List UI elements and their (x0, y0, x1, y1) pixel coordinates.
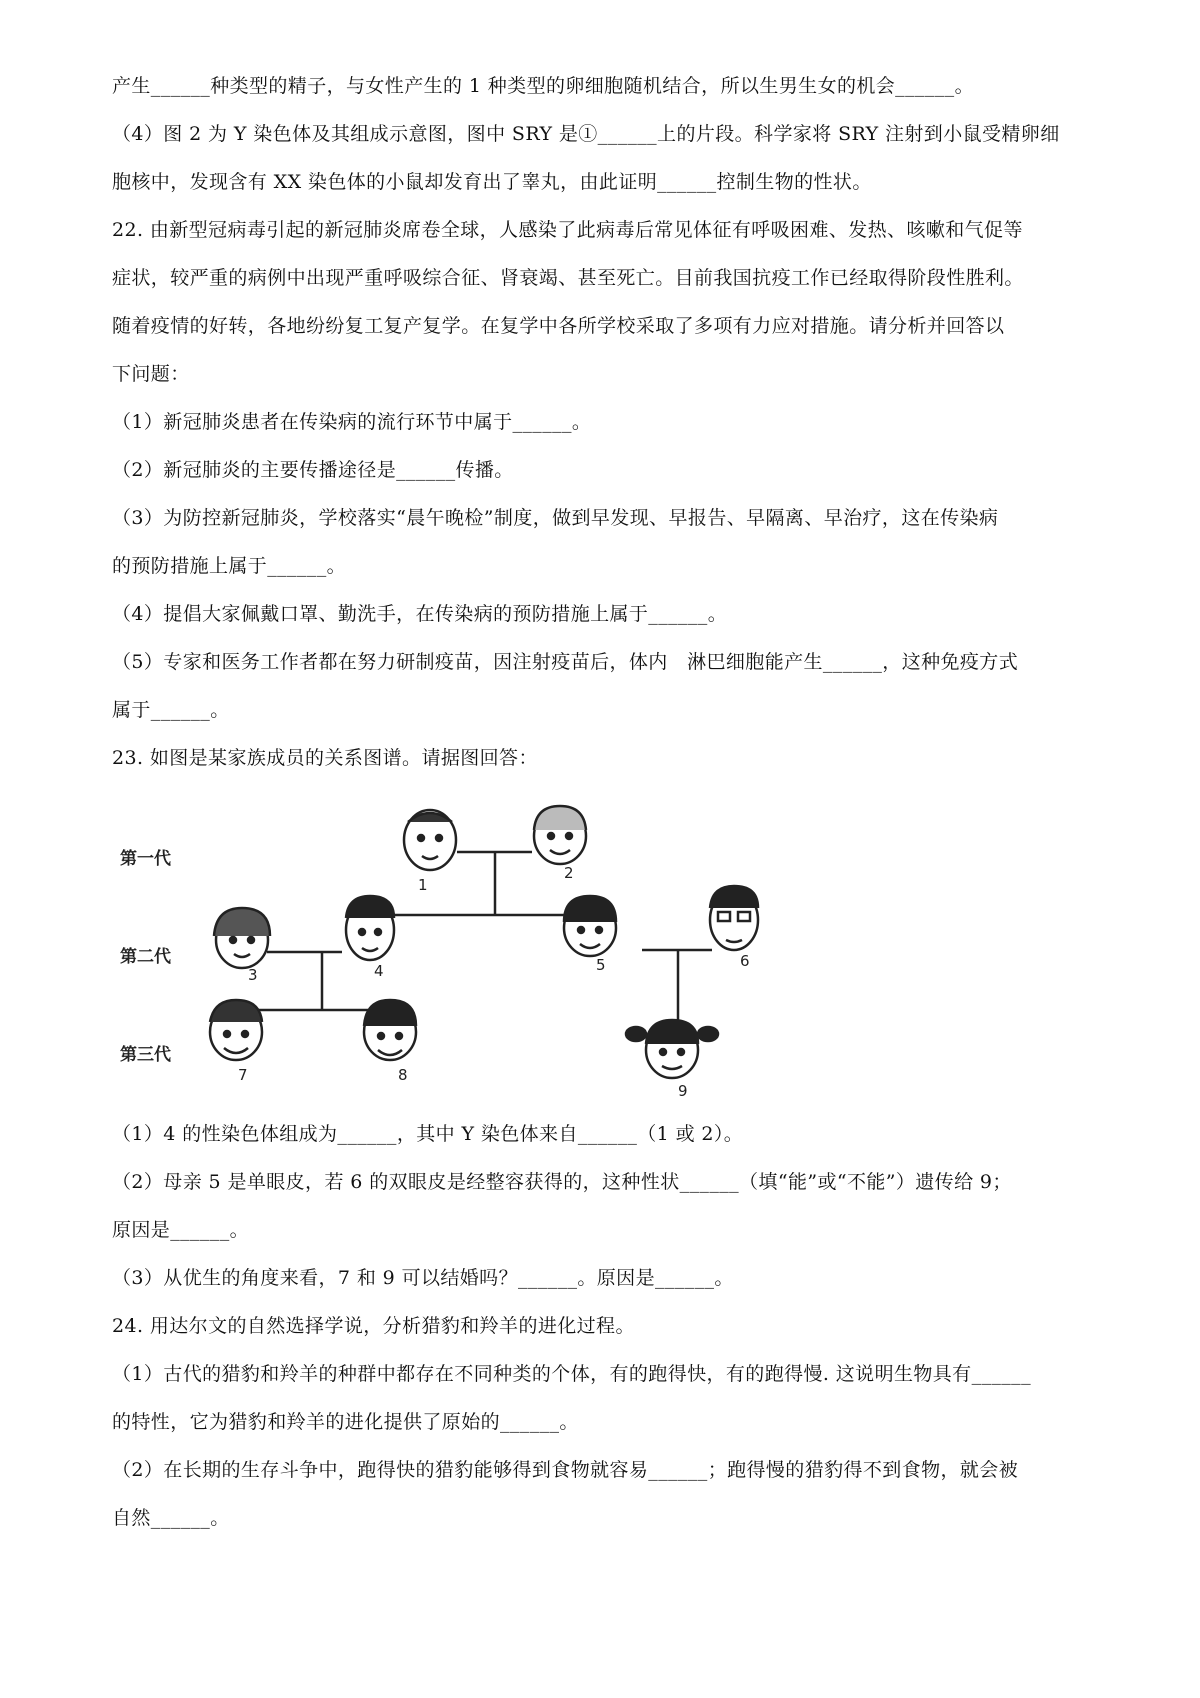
text-line: （5）专家和医务工作者都在努力研制疫苗，因注射疫苗后，体内 淋巴细胞能产生______，这种免疫方式 (112, 651, 1019, 673)
text-line: （2）新冠肺炎的主要传播途径是______传播。 (112, 459, 514, 481)
text-line: 属于______。 (112, 699, 230, 721)
text-line: （3）为防控新冠肺炎，学校落实“晨午晚检”制度，做到早发现、早报告、早隔离、早治疗，这在传染病 (112, 507, 999, 529)
member-face-4 (346, 896, 394, 960)
member-face-5 (564, 896, 616, 956)
text-line: 24. 用达尔文的自然选择学说，分析猎豹和羚羊的进化过程。 (112, 1315, 635, 1337)
text-line: （3）从优生的角度来看，7 和 9 可以结婚吗？______。原因是______。 (112, 1267, 734, 1289)
member-face-9 (626, 1020, 718, 1078)
text-line: （2）母亲 5 是单眼皮，若 6 的双眼皮是经整容获得的，这种性状______（填“能”或“不能”）遗传给 9； (112, 1171, 1012, 1193)
pedigree-diagram (112, 800, 872, 1120)
member-number-9: 9 (678, 1082, 688, 1100)
text-line: 23. 如图是某家族成员的关系图谱。请据图回答： (112, 747, 538, 769)
member-number-5: 5 (596, 956, 606, 974)
member-number-4: 4 (374, 962, 384, 980)
member-face-6 (710, 886, 758, 950)
family-pedigree-figure (112, 800, 872, 1120)
text-line: 自然______。 (112, 1507, 230, 1529)
text-line: 症状，较严重的病例中出现严重呼吸综合征、肾衰竭、甚至死亡。目前我国抗疫工作已经取得阶段性胜利。 (112, 267, 1024, 289)
text-line: 下问题： (112, 363, 190, 385)
member-face-3 (214, 908, 270, 968)
text-line: 的预防措施上属于______。 (112, 555, 347, 577)
member-face-7 (210, 1000, 262, 1060)
member-face-8 (364, 1000, 416, 1060)
generation-label-2: 第二代 (120, 947, 171, 967)
text-line: （4）提倡大家佩戴口罩、勤洗手，在传染病的预防措施上属于______。 (112, 603, 728, 625)
text-line: 胞核中，发现含有 XX 染色体的小鼠却发育出了睾丸，由此证明______控制生物的性状。 (112, 171, 872, 193)
text-line: （1）新冠肺炎患者在传染病的流行环节中属于______。 (112, 411, 592, 433)
member-number-3: 3 (248, 966, 258, 984)
member-number-6: 6 (740, 952, 750, 970)
member-number-1: 1 (418, 876, 428, 894)
text-line: （1）古代的猎豹和羚羊的种群中都存在不同种类的个体，有的跑得快，有的跑得慢. 这说明生物具有______ (112, 1363, 1031, 1385)
text-line: 随着疫情的好转，各地纷纷复工复产复学。在复学中各所学校采取了多项有力应对措施。请分析并回答以 (112, 315, 1005, 337)
text-line: 的特性，它为猎豹和羚羊的进化提供了原始的______。 (112, 1411, 579, 1433)
faces (210, 806, 758, 1078)
generation-label-3: 第三代 (120, 1045, 171, 1065)
member-face-2 (534, 806, 586, 864)
pedigree-lines (242, 852, 712, 1030)
text-line: 产生______种类型的精子，与女性产生的 1 种类型的卵细胞随机结合，所以生男生女的机会______。 (112, 75, 974, 97)
text-line: （1）4 的性染色体组成为______，其中 Y 染色体来自______（1 或 2）。 (112, 1123, 744, 1145)
member-number-7: 7 (238, 1066, 248, 1084)
text-line: 22. 由新型冠病毒引起的新冠肺炎席卷全球，人感染了此病毒后常见体征有呼吸困难、发热、咳嗽和气促等 (112, 219, 1023, 241)
text-line: （4）图 2 为 Y 染色体及其组成示意图，图中 SRY 是①______上的片段。科学家将 SRY 注射到小鼠受精卵细 (112, 123, 1060, 145)
generation-label-1: 第一代 (120, 849, 171, 869)
text-line: （2）在长期的生存斗争中，跑得快的猎豹能够得到食物就容易______；跑得慢的猎豹得不到食物，就会被 (112, 1459, 1019, 1481)
member-number-2: 2 (564, 864, 574, 882)
member-face-1 (404, 810, 456, 870)
member-number-8: 8 (398, 1066, 408, 1084)
text-line: 原因是______。 (112, 1219, 250, 1241)
